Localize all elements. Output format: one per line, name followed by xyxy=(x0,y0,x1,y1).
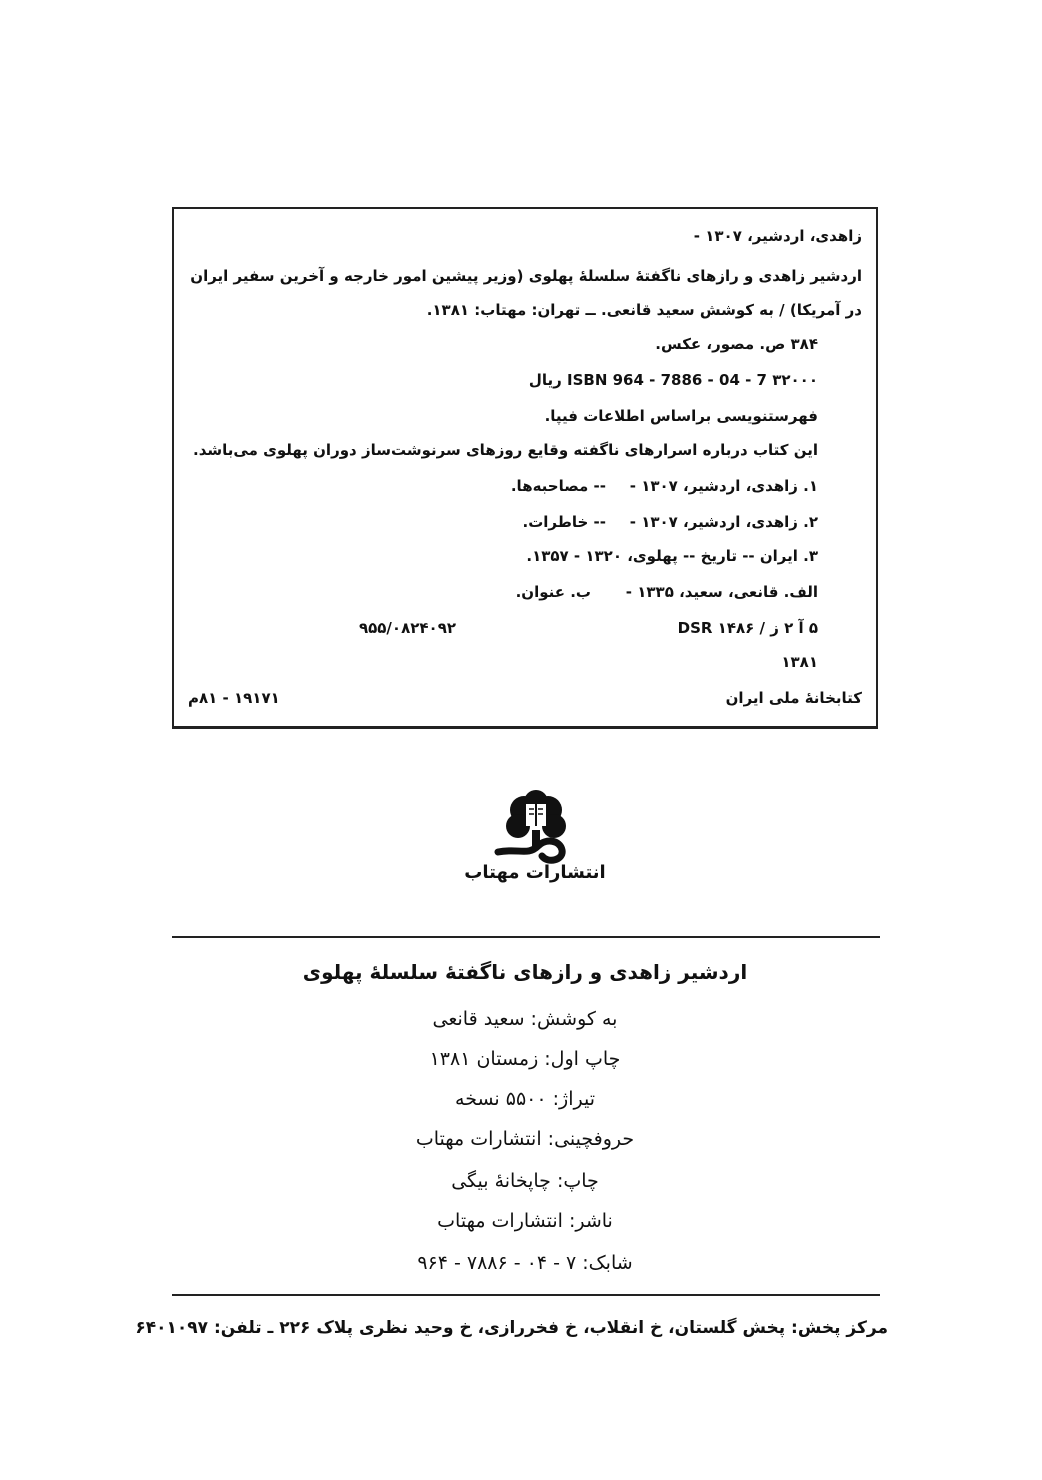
cip-subject-3: ۳. ایران -- تاریخ -- پهلوی، ۱۳۲۰ - ۱۳۵۷. xyxy=(526,547,818,565)
cip-subject-2-form: -- خاطرات. xyxy=(522,513,606,531)
cip-title-line-2: در آمریکا) / به کوشش سعید قانعی. ــ تهران: مهتاب: ۱۳۸۱. xyxy=(426,301,862,319)
imprint-title: اردشیر زاهدی و رازهای ناگفتهٔ سلسلهٔ پهلوی xyxy=(302,960,748,984)
cip-author-heading: زاهدی، اردشیر، ۱۳۰۷ - xyxy=(693,227,862,245)
cip-subject-1-form: -- مصاحبه‌ها. xyxy=(510,477,606,495)
imprint-printing: چاپ: چاپخانهٔ بیگی xyxy=(451,1170,599,1192)
cip-isbn-price: ISBN 964 - 7886 - 04 - 7 ۳۲۰۰۰ ریال xyxy=(528,371,818,389)
cip-book-note: این کتاب درباره اسرارهای ناگفته وقایع روزهای سرنوشت‌ساز دوران پهلوی می‌باشد. xyxy=(193,441,818,459)
cip-added-entry-a: الف. قانعی، سعید، ۱۳۳۵ - xyxy=(625,583,818,601)
imprint-typesetting: حروفچینی: انتشارات مهتاب xyxy=(415,1128,635,1150)
cip-subject-1: ۱. زاهدی، اردشیر، ۱۳۰۷ - xyxy=(629,477,818,495)
divider-bottom xyxy=(172,1294,880,1296)
imprint-isbn: شابک: ۷ - ۰۴ - ۷۸۸۶ - ۹۶۴ xyxy=(417,1252,633,1274)
publisher-logo-caption: انتشارات مهتاب xyxy=(464,862,606,883)
cip-library-number: ۱۹۱۷۱ - ۸۱م xyxy=(188,689,280,707)
cip-year: ۱۳۸۱ xyxy=(781,653,818,671)
distribution-center: مرکز پخش: پخش گلستان، خ انقلاب، خ فخررازی، خ وحید نظری پلاک ۲۲۶ ـ تلفن: ۶۴۰۱۰۹۷ xyxy=(135,1318,888,1338)
imprint-edition: چاپ اول: زمستان ۱۳۸۱ xyxy=(429,1048,621,1070)
cip-dewey-number: ۹۵۵/۰۸۲۴۰۹۲ xyxy=(358,619,456,637)
cip-added-entry-b: ب. عنوان. xyxy=(515,583,591,601)
imprint-print-run: تیراژ: ۵۵۰۰ نسخه xyxy=(455,1088,595,1110)
cip-title-line-1: اردشیر زاهدی و رازهای ناگفتهٔ سلسلهٔ پهلوی (وزیر پیشین امور خارجه و آخرین سفیر ایران xyxy=(190,267,862,285)
cip-physical-description: ۳۸۴ ص. مصور، عکس. xyxy=(655,335,818,353)
publisher-logo-icon xyxy=(488,790,584,870)
cip-subject-2: ۲. زاهدی، اردشیر، ۱۳۰۷ - xyxy=(629,513,818,531)
divider-top xyxy=(172,936,880,938)
cip-record-box xyxy=(172,207,878,729)
imprint-editor: به کوشش: سعید قانعی xyxy=(432,1008,618,1030)
cip-fipa-note: فهرستنویسی براساس اطلاعات فیپا. xyxy=(544,407,818,425)
cip-lc-class: ۵ آ ۲ ز / DSR ۱۴۸۶ xyxy=(677,619,818,637)
imprint-publisher: ناشر: انتشارات مهتاب xyxy=(437,1210,613,1232)
cip-library-name: کتابخانهٔ ملی ایران xyxy=(725,689,862,707)
